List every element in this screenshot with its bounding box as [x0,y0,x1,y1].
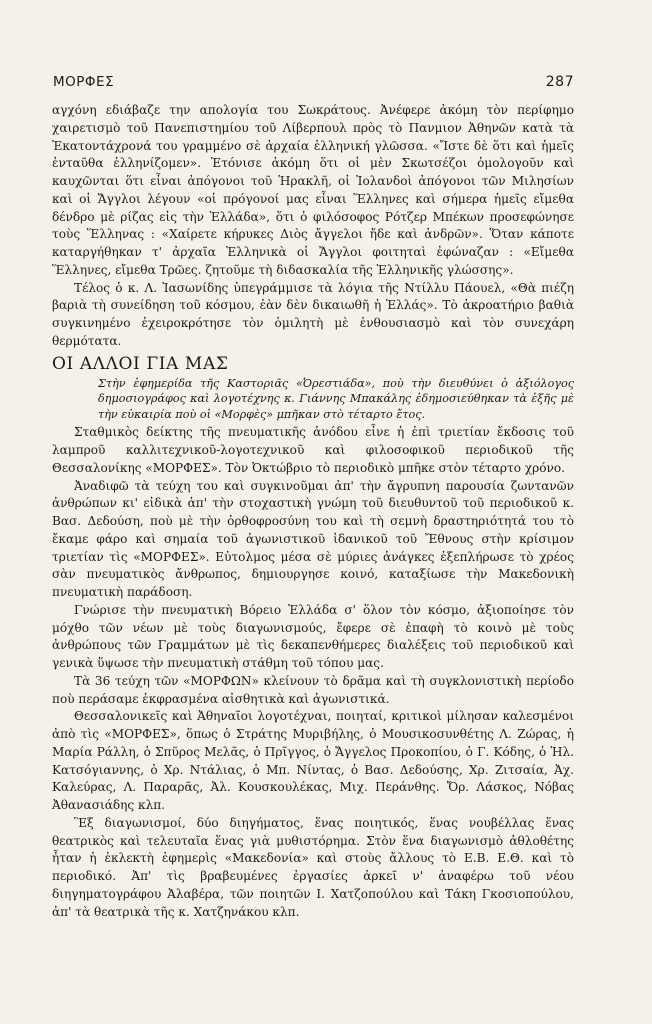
paragraph-closing-remarks: Τέλος ὁ κ. Λ. Ἰασωνίδης ὑπεγράμμισε τὰ λόγια τῆς Ντίλλυ Πάουελ, «Θὰ πιέζη βαριὰ τὴ συνείδηση τοῦ κόσμου, ἐὰν δὲν δικαιωθῆ ἡ Ἑλλάς». Τὸ ἀκροατήριο βαθιὰ συγκινημένο ἐχειροκρότησε τὸν ὁμιλητὴ μὲ ἐνθουσιασμὸ καὶ τὸν συνεχάρη θερμότατα. [52,280,574,348]
section-heading: ΟΙ ΑΛΛΟΙ ΓΙΑ ΜΑΣ [52,353,229,374]
page-number: 287 [545,74,574,90]
section-paragraph: Θεσσαλονικεῖς καὶ Ἀθηναῖοι λογοτέχναι, ποιηταί, κριτικοὶ μίλησαν καλεσμένοι ἀπὸ τὶς «ΜΟΡΦΕΣ», ὅπως ὁ Στράτης Μυριβήλης, ὁ Μουσικοσυνθέτης Λ. Ζώρας, ἡ Μαρία Ράλλη, ὁ Σπῦρος Μελᾶς, ὁ Πρῖγγος, ὁ Ἄγγελος Προκοπίου, ὁ Γ. Κόδης, ὁ Ἡλ. Κατσόγιαννης, ὁ Χρ. Ντάλιας, ὁ Μπ. Νίντας, ὁ Βασ. Δεδούσης, Χρ. Ζιτσαία, Ἀχ. Καλεύρας, Λ. Παραρᾶς, Ἀλ. Κουσκουλέκας, Μιχ. Περάνθης. Ὄρ. Λάσκος, Νόβας Ἀθανασιάδης κλπ. [52,709,574,813]
running-head [52,74,574,102]
page [52,74,574,921]
section-paragraph: Τὰ 36 τεύχη τῶν «ΜΟΡΦΩΝ» κλείνουν τὸ δρᾶμα καὶ τὴ συγκλονιστικὴ περίοδο ποὺ περάσαμε ἐκφρασμένα αἰσθητικὰ καὶ ἀγωνιστικά. [52,673,574,706]
section-paragraph: Σταθμικὸς δείκτης τῆς πνευματικῆς ἀνόδου εἶνε ἡ ἐπὶ τριετίαν ἔκδοσις τοῦ λαμπροῦ καλλιτεχνικοῦ-λογοτεχνικοῦ καὶ φιλοσοφικοῦ περιοδικοῦ τῆς Θεσσαλονίκης «ΜΟΡΦΕΣ». Τὸν Ὀκτώβριο τὸ περιοδικὸ μπῆκε στὸν τέταρτο χρόνο. [52,425,574,475]
section-paragraph: Ἓξ διαγωνισμοί, δύο διηγήματος, ἕνας ποιητικός, ἕνας νουβέλλας ἕνας θεατρικὸς καὶ τελευταῖα ἕνας γιὰ μυθιστόρημα. Στὸν ἕνα διαγωνισμὸ ἀθλοθέτης ἦταν ἡ ἐκλεκτὴ ἐφημερὶς «Μακεδονία» καὶ στοὺς ἄλλους τὸ Ε.Β. Ε.Θ. καὶ τὸ περιοδικό. Ἀπ' τὶς βραβευμένες ἐργασίες ἀρκεῖ ν' ἀναφέρω τοῦ νέου διηγηματογράφου Ἀλαβέρα, τῶν ποιητῶν Ι. Χατζοπούλου καὶ Τάκη Γκοσιοπούλου, ἀπ' τὰ θεατρικὰ τῆς κ. Χατζηνάκου κλπ. [52,815,574,919]
section-intro: Στὴν ἐφημερίδα τῆς Καστοριᾶς «Ὀρεστιάδα», ποὺ τὴν διευθύνει ὁ ἀξιόλογος δημοσιογράφος καὶ λογοτέχνης κ. Γιάννης Μπακάλης ἐδημοσιεύθηκαν τὰ ἑξῆς μὲ τὴν εὐκαιρία ποὺ οἱ «Μορφὲς» μπῆκαν στὸ τέταρτο ἔτος. [98,376,574,421]
journal-title: ΜΟΡΦΕΣ [53,74,115,90]
section-paragraph: Γνώρισε τὴν πνευματικὴ Βόρειο Ἑλλάδα σ' ὅλον τὸν κόσμο, ἀξιοποίησε τὸν μόχθο τῶν νέων μὲ τοὺς διαγωνισμούς, ἔφερε σὲ ἐπαφὴ τὸ κοινὸ μὲ τοὺς ἀνθρώπους τῶν Γραμμάτων μὲ τὶς δεκαπενθήμερες διαλέξεις τοῦ περιοδικοῦ καὶ γενικὰ ὕψωσε τὴν πνευματικὴ στάθμη τοῦ τόπου μας. [52,602,574,671]
paragraph-continued: αγχόνη εδιάβαζε την απολογία του Σωκράτους. Ἀνέφερε ἀκόμη τὸν περίφημο χαιρετισμὸ τοῦ Πανεπιστημίου τοῦ Λίβερπουλ πρὸς τὸ Πανμιον Ἀθηνῶν κατὰ τὰ Ἐκατοντάχρονά του γραμμένο σὲ ἀρχαία ἑλληνική γλῶσσα. «Ἴστε δὲ ὅτι καὶ ἡμεῖς ἐνταῦθα ἐλληνίζομεν». Ἐτόνισε ἀκόμη ὅτι οἱ μὲν Σκωτσέζοι ὁμολογοῦν καὶ καυχῶνται ὅτι εἶναι ἀπόγονοι τοῦ Ἡρακλῆ, οἱ Ἰολανδοὶ ἀπόγονοι τῶν Μιλησίων καὶ οἱ Ἄγγλοι λέγουν «οἱ πρόγονοί μας εἶναι Ἕλληνες καὶ σήμερα ἡμεῖς εἴμεθα δένδρο μὲ ρίζας εἰς τὴν Ἑλλάδα», ὅτι ὁ φιλόσοφος Ρότζερ Μπέκων προσεφώνησε τοὺς Ἕλληνας : «Χαίρετε κήρυκες Διὸς ἄγγελοι ἤδε καὶ ἀνδρῶν». Ὅταν κάποτε καταργήθηκαν τ' ἀρχαῖα Ἑλληνικὰ οἱ Ἄγγλοι φοιτηταὶ ἐφώναζαν : «Εἴμεθα Ἕλληνες, εἴμεθα Τρῶες. ζητοῦμε τὴ διδασκαλία τῆς Ἑλληνικῆς γλώσσης». [52,103,574,277]
section-paragraph: Ἀναδιφῶ τὰ τεύχη του καὶ συγκινοῦμαι ἀπ' τὴν ἄγρυπνη παρουσία ζωντανῶν ἀνθρώπων κι' εἰδικὰ ἀπ' τὴν στοχαστικὴ γνώμη τοῦ διευθυντοῦ τοῦ περιοδικοῦ κ. Βασ. Δεδούση, ποὺ μὲ τὴν ὀρθοφροσύνη του καὶ τὴ σεμνὴ δραστηριότητά του τὸ ἔκαμε φάρο καὶ σημαία τοῦ ἀγωνιστικοῦ ἰδανικοῦ τοῦ Ἔθνους στὴν κρίσιμον τριετίαν τὶς «ΜΟΡΦΕΣ». Εὐτολμος μέσα σὲ μύριες ἀνάγκες ἐξεπλήρωσε τὸ χρέος σὰν πνευματικὸς ἄνθρωπος, δημιουργησε κοινό, καταξίωσε τὴν Μακεδονικὴ πνευματικὴ παράδοση. [52,478,574,600]
